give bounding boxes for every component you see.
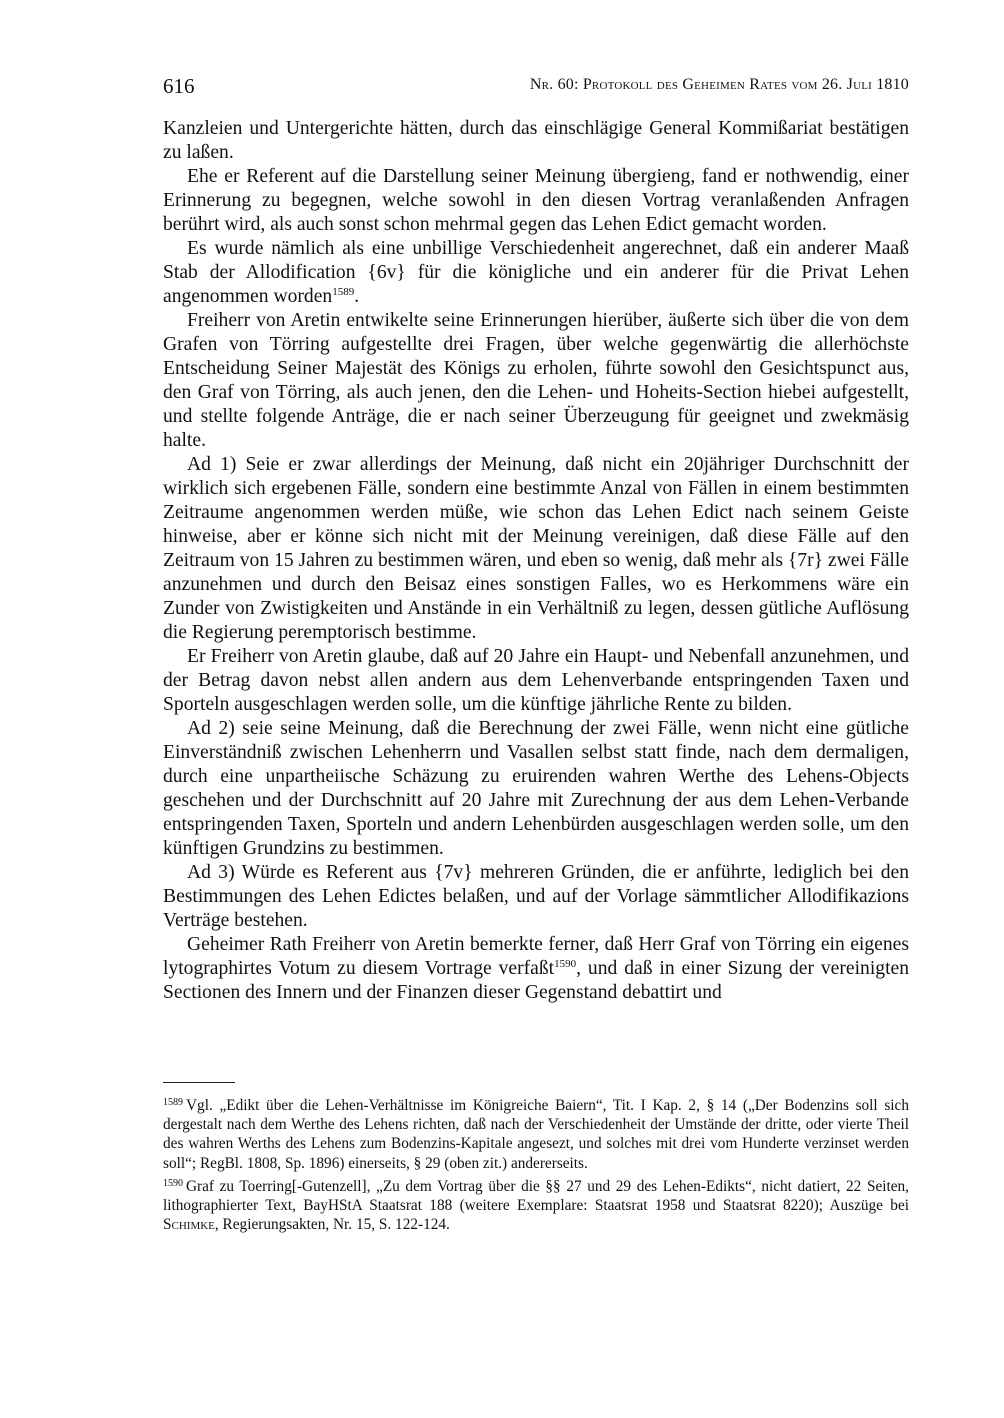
footnote-ref-1589[interactable]: 1589	[332, 286, 355, 298]
paragraph-3	[163, 237, 909, 309]
paragraph-8: Ad 3) Würde es Referent aus {7v} mehreren Gründen, die er anführte, lediglich bei den Bestimmungen des Lehen Edictes belaßen, und auf der Vorlage sämmtlicher Allodifikazions Verträge bestehen.	[163, 862, 909, 931]
footnote-1589	[163, 1096, 909, 1173]
footnote-number: 1590	[163, 1177, 183, 1189]
footnote-ref-1590[interactable]: 1590	[554, 958, 577, 970]
paragraph-1: Kanzleien und Untergerichte hätten, durch das einschlägige General Kommißariat bestätigen zu laßen.	[163, 118, 909, 163]
footnote-1590	[163, 1177, 909, 1235]
footnote-divider	[163, 1082, 235, 1083]
paragraph-7: Ad 2) seie seine Meinung, daß die Berechnung der zwei Fälle, wenn nicht eine gütliche Einverständniß zwischen Lehenherrn und Vasallen selbst statt finde, nach dem dermaligen, durch eine unpartheiische Schäzung zu eruirenden wahren Werthe des Lehens-Objects geschehen und der Durchschnitt auf 20 Jahre mit Zurechnung der aus dem Lehen-Verbande entspringenden Taxen, Sporteln und andern Lehenbürden ausgeschlagen werden solle, um den künftigen Grundzins zu bestimmen.	[163, 718, 909, 859]
paragraph-9	[163, 933, 909, 1005]
paragraph-6: Er Freiherr von Aretin glaube, daß auf 20 Jahre ein Haupt- und Nebenfall anzunehmen, und der Betrag davon nebst allen andern aus dem Lehenverbande entspringenden Taxen und Sporteln ausgeschlagen werden solle, um die künftige jährliche Rente zu bilden.	[163, 646, 909, 715]
paragraph-9-end: , und daß in einer Sizung der vereinigten Sectionen des Innern und der Finanzen dieser Gegenstand debattirt und	[163, 958, 910, 1003]
footnote-text: Graf zu Toerring[-Gutenzell], „Zu dem Vortrag über die §§ 27 und 29 des Lehen-Edikts“, nicht datiert, 22 Seiten, lithographierter Text, BayHStA Staatsrat 188 (weitere Exemplare: Staatsrat 1958 und Staatsrat 8220); Auszüge bei	[163, 1177, 909, 1215]
paragraph-3-end: .	[354, 286, 360, 307]
body-text	[163, 117, 909, 1005]
paragraph-4: Freiherr von Aretin entwikelte seine Erinnerungen hierüber, äußerte sich über die von dem Grafen von Törring aufgestellte drei Fragen, über welche gegenwärtig die allerhöchste Entscheidung Seiner Majestät des Königs zu erholen, führte sowohl den Gesichtspunct aus, den Graf von Törring, als auch jenen, den die Lehen- und Hoheits-Section hiebei aufgestellt, und stellte folgende Anträge, die er nach seiner Überzeugung für geeignet und zwekmäsig halte.	[163, 310, 909, 451]
paragraph-5: Ad 1) Seie er zwar allerdings der Meinung, daß nicht ein 20jähriger Durchschnitt der wirklich sich ergebenen Fälle, sondern eine bestimmte Anzal von Fällen in einem bestimmten Zeitraume angenommen werden müße, wie schon das Lehen Edict nach seinem Geiste hinweise, aber er könne sich nicht mit der Meinung vereinigen, daß diese Fälle auf den Zeitraum von 15 Jahren zu bestimmen wären, und eben so wenig, daß mehr als {7r} zwei Fälle anzunehmen und durch den Beisaz eines sonstigen Falles, wo es Herkommens wäre ein Zunder von Zwistigkeiten und Anstände in ein Verhältniß zu legen, dessen gütliche Auflösung die Regierung peremptorisch bestimme.	[163, 454, 909, 643]
page-header	[163, 74, 909, 100]
footnote-author: Schimke	[163, 1216, 215, 1234]
footnote-text-end: , Regierungsakten, Nr. 15, S. 122-124.	[214, 1216, 450, 1234]
paragraph-9-text: Geheimer Rath Freiherr von Aretin bemerkte ferner, daß Herr Graf von Törring ein eigenes lytographirtes Votum zu diesem Vortrage verfaßt	[163, 934, 909, 979]
footnote-number: 1589	[163, 1097, 183, 1108]
footnotes	[163, 1096, 909, 1238]
footnote-text: Vgl. „Edikt über die Lehen-Verhältnisse im Königreiche Baiern“, Tit. I Kap. 2, § 14 („Der Bodenzins soll sich dergestalt nach dem Werthe des Lehens richten, daß nach der Verschiedenheit der Umstände der dritte, oder vierte Theil des wahren Werths des Lehens zum Bodenzins-Kapitale angesezt, und solches mit drei vom Hunderte verzinset werden soll“; RegBl. 1808, Sp. 1896) einerseits, § 29 (oben zit.) andererseits.	[163, 1097, 909, 1172]
page-number: 616	[163, 74, 195, 98]
paragraph-3-text: Es wurde nämlich als eine unbillige Verschiedenheit angerechnet, daß ein anderer Maaß Stab der Allodification {6v} für die königliche und ein anderer für die Privat Lehen angenommen worden	[163, 238, 909, 307]
running-head: Nr. 60: Protokoll des Geheimen Rates vom 26. Juli 1810	[529, 76, 909, 93]
paragraph-2: Ehe er Referent auf die Darstellung seiner Meinung übergieng, fand er nothwendig, einer Erinnerung zu begegnen, welche sowohl in den diesen Vortrag veranlaßenden Anfragen berührt wird, als auch sonst schon mehrmal gegen das Lehen Edict gemacht worden.	[163, 166, 909, 235]
